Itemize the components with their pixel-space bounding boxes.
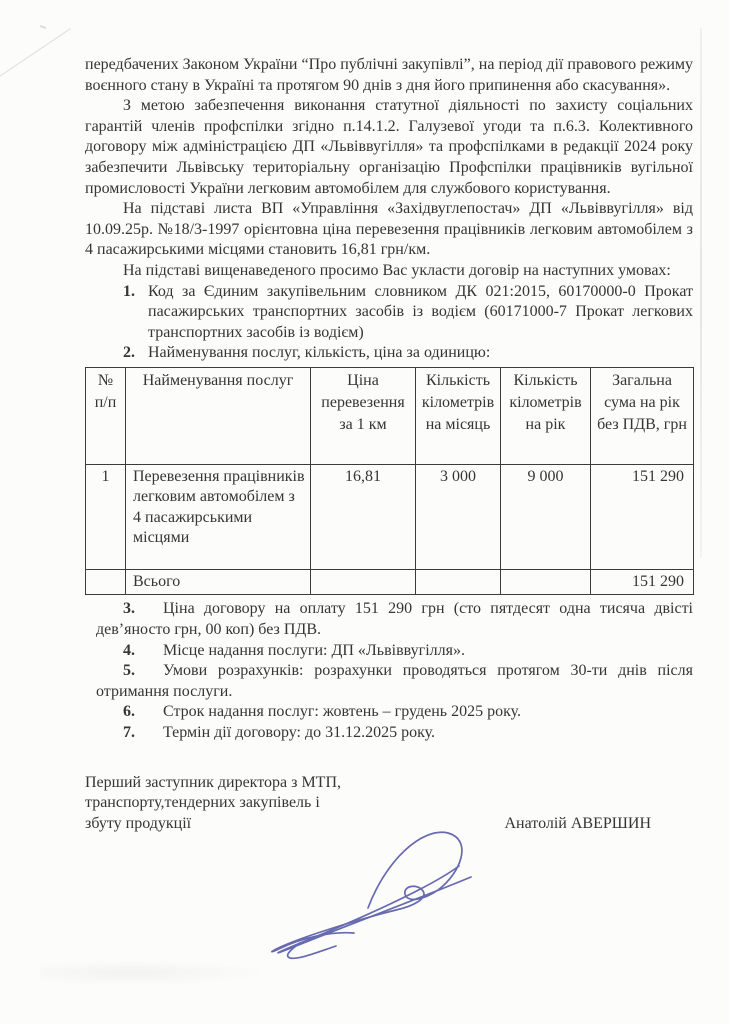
signatory-title-line2: транспорту,тендерних закупівель і xyxy=(85,794,320,812)
header-km-per-year: Кількість кілометрів на рік xyxy=(501,367,591,464)
services-table xyxy=(85,367,694,596)
cell-km-per-month: 3 000 xyxy=(416,464,501,569)
list-item-1-text: Код за Єдиним закупівельним словником ДК 021:2015, 60170000-0 Прокат пасажирських транспортних засобів із водієм (60171000-7 Прокат легкових транспортних засобів із водієм) xyxy=(148,282,693,341)
list-item-7 xyxy=(96,723,693,744)
cell-total-empty-year xyxy=(501,569,591,595)
list-item-3 xyxy=(96,599,693,640)
signatory-title-line1: Перший заступник директора з МТП, xyxy=(85,773,341,791)
cell-total-label: Всього xyxy=(126,569,311,595)
paragraph-request: На підставі вищенаведеного просимо Вас укласти договір на наступних умовах: xyxy=(123,261,671,279)
header-row-number: № п/п xyxy=(86,367,126,464)
list-item-1-number: 1. xyxy=(123,282,135,300)
signature-block xyxy=(85,773,693,835)
list-item-6-text: Строк надання послуг: жовтень – грудень 2025 року. xyxy=(163,703,522,721)
header-total-sum: Загальна сума на рік без ПДВ, грн xyxy=(591,367,694,464)
list-item-4-number: 4. xyxy=(123,641,135,659)
header-km-per-month: Кількість кілометрів на місяць xyxy=(416,367,501,464)
list-item-7-number: 7. xyxy=(123,723,135,741)
cell-price-per-km: 16,81 xyxy=(311,464,416,569)
list-item-3-text: Ціна договору на оплату 151 290 грн (сто пятдесят одна тисяча двісті дев’яносто грн, 00 коп) без ПДВ. xyxy=(96,600,693,638)
list-item-2-number: 2. xyxy=(123,344,135,362)
cell-total-sum: 151 290 xyxy=(591,464,694,569)
cell-km-per-year: 9 000 xyxy=(501,464,591,569)
list-item-7-text: Термін дії договору: до 31.12.2025 року. xyxy=(163,723,436,741)
list-item-2 xyxy=(123,343,693,364)
header-price-per-km: Ціна перевезення за 1 км xyxy=(311,367,416,464)
list-item-2-text: Найменування послуг, кількість, ціна за одиницю: xyxy=(148,344,491,362)
table-header-row xyxy=(86,367,694,464)
cell-total-empty-price xyxy=(311,569,416,595)
cell-service-name: Перевезення працівників легковим автомобілем з 4 пасажирськими місцями xyxy=(126,464,311,569)
table-row xyxy=(86,464,694,569)
cell-total-value: 151 290 xyxy=(591,569,694,595)
scan-artifact-diagonal xyxy=(0,28,71,77)
paragraph-price-basis: На підставі листа ВП «Управління «Західвуглепостач» ДП «Львіввугілля» від 10.09.25р. №18/3-1997 орієнтовна ціна перевезення працівників легковим автомобілем з 4 пасажирськими місцями становить 16,81 грн/км. xyxy=(85,200,693,259)
list-item-5-text: Умови розрахунків: розрахунки проводяться протягом 30-ти днів після отримання послуги. xyxy=(96,662,693,700)
cell-total-empty-month xyxy=(416,569,501,595)
letter-body xyxy=(85,55,693,834)
list-item-3-number: 3. xyxy=(123,600,135,618)
list-item-5 xyxy=(96,661,693,702)
paragraph-law-reference: передбачених Законом України “Про публічні закупівлі”, на період дії правового режиму воєнного стану в Україні та протягом 90 днів з дня його припинення або скасування». xyxy=(85,56,693,94)
scan-artifact-right-edge xyxy=(700,28,702,558)
signatory-title xyxy=(85,773,395,835)
list-item-5-number: 5. xyxy=(123,662,135,680)
list-item-6-number: 6. xyxy=(123,703,135,721)
list-item-6 xyxy=(96,702,693,723)
paragraph-purpose: З метою забезпечення виконання статутної діяльності по захисту соціальних гарантій членів профспілки згідно п.14.1.2. Галузевої угоди та п.6.3. Колективного договору між адміністрацією ДП «Львіввугілля» та профспілками в редакції 2024 року забезпечити Львівську територіальну організацію Профспілки працівників вугільної промисловості України легковим автомобілем для службового користування. xyxy=(85,97,693,197)
scan-artifact-smudge xyxy=(40,960,270,986)
signatory-name: Анатолій АВЕРШИН xyxy=(504,814,651,832)
list-item-4 xyxy=(96,641,693,662)
list-item-4-text: Місце надання послуги: ДП «Львіввугілля». xyxy=(163,641,465,659)
header-service-name: Найменування послуг xyxy=(126,367,311,464)
signatory-title-line3: збуту продукції xyxy=(85,814,192,832)
cell-total-empty-no xyxy=(86,569,126,595)
table-total-row xyxy=(86,569,694,595)
scan-artifact-speck xyxy=(40,25,46,29)
list-item-1 xyxy=(123,282,693,344)
cell-row-number: 1 xyxy=(86,464,126,569)
